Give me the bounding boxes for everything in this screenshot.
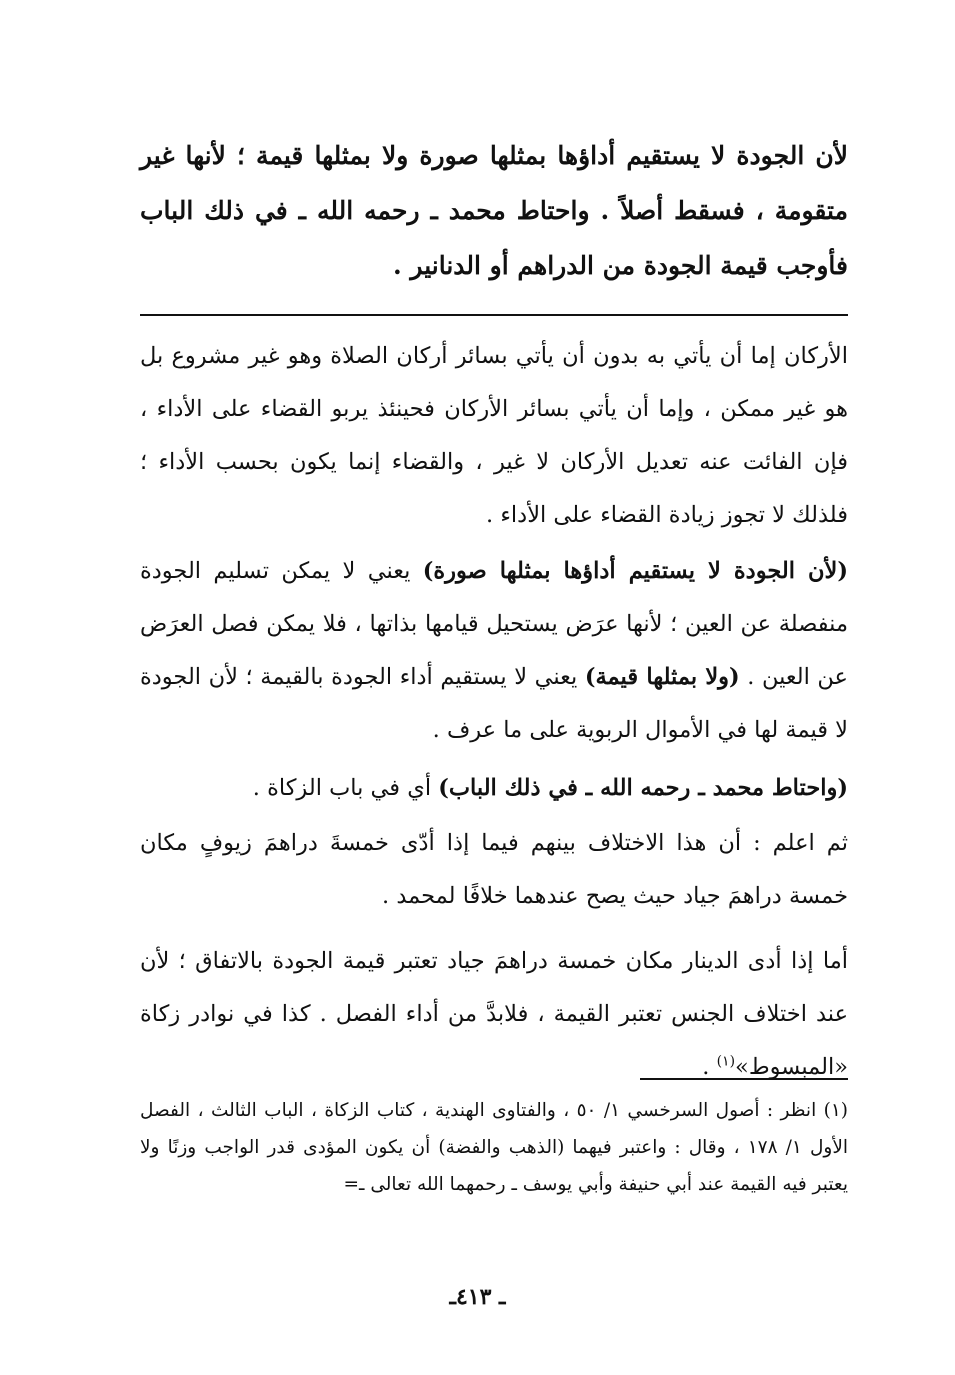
page-number: ـ ٤١٣ـ xyxy=(449,1284,506,1310)
quoted-matn: (واحتاط محمد ـ رحمه الله ـ في ذلك الباب) xyxy=(438,775,848,801)
footnote-text: انظر : أصول السرخسي ١/ ٥٠ ، والفتاوى الهندية ، كتاب الزكاة ، الباب الثالث ، الفصل الأول ١/ ١٧٨ ، وقال : واعتبر فيهما (الذهب والفضة) أن يكون المؤدى قدر الواجب وزنًا ولا يعتبر فيه القيمة عند أبي حنيفة وأبي يوسف ـ رحمهما الله تعالى ـ= xyxy=(140,1100,849,1195)
sharh-text: أي في باب الزكاة . xyxy=(252,775,439,801)
quoted-matn: (ولا بمثلها قيمة) xyxy=(584,664,740,690)
sharh-paragraph-1 xyxy=(140,330,848,542)
footnote-number: (١) xyxy=(823,1100,848,1121)
sharh-text: الأركان إما أن يأتي به بدون أن يأتي بسائر أركان الصلاة وهو غير مشروع بل هو غير ممكن ، وإما أن يأتي بسائر الأركان فحينئذ يربو القضاء على الأداء ، فإن الفائت عنه تعديل الأركان لا غير ، والقضاء إنما يكون بحسب الأداء ؛ فلذلك لا تجوز زيادة القضاء على الأداء . xyxy=(140,343,848,528)
sharh-text: ثم اعلم : أن هذا الاختلاف بينهم فيما إذا أدّى خمسةَ دراهمَ زيوفٍ مكان خمسة دراهمَ جياد حيث يصح عندهما خلافًا لمحمد . xyxy=(140,830,848,909)
matn-text: لأن الجودة لا يستقيم أداؤها بمثلها صورة ولا بمثلها قيمة ؛ لأنها غير متقومة ، فسقط أصلاً . واحتاط محمد ـ رحمه الله ـ في ذلك الباب فأوجب قيمة الجودة من الدراهم أو الدنانير . xyxy=(140,141,848,280)
footnote-reference[interactable]: (١) xyxy=(716,1053,736,1070)
sharh-text: يعني لا يمكن تسليم الجودة منفصلة عن العين ؛ لأنها عرَض يستحيل قيامها بذاتها ، فلا يمكن فصل العرَض عن العين . xyxy=(140,558,848,690)
sharh-paragraph-5 xyxy=(140,935,848,1094)
sharh-text: يعني لا يستقيم أداء الجودة بالقيمة ؛ لأن الجودة لا قيمة لها في الأموال الربوية على ما عرف . xyxy=(140,664,848,743)
sharh-paragraph-4 xyxy=(140,817,848,923)
sharh-paragraph-3 xyxy=(140,762,848,815)
footnote-divider xyxy=(640,1078,848,1080)
footnote xyxy=(140,1092,848,1203)
sharh-text: أما إذا أدى الدينار مكان خمسة دراهمَ جياد تعتبر قيمة الجودة بالاتفاق ؛ لأن عند اختلاف الجنس تعتبر القيمة ، فلابدَّ من أداء الفصل . كذا في نوادر زكاة «المبسوط» xyxy=(140,948,848,1080)
sharh-paragraph-2 xyxy=(140,545,848,757)
matn-divider xyxy=(140,314,848,316)
quoted-matn: (لأن الجودة لا يستقيم أداؤها بمثلها صورة) xyxy=(422,558,848,584)
sharh-text: . xyxy=(702,1054,717,1080)
